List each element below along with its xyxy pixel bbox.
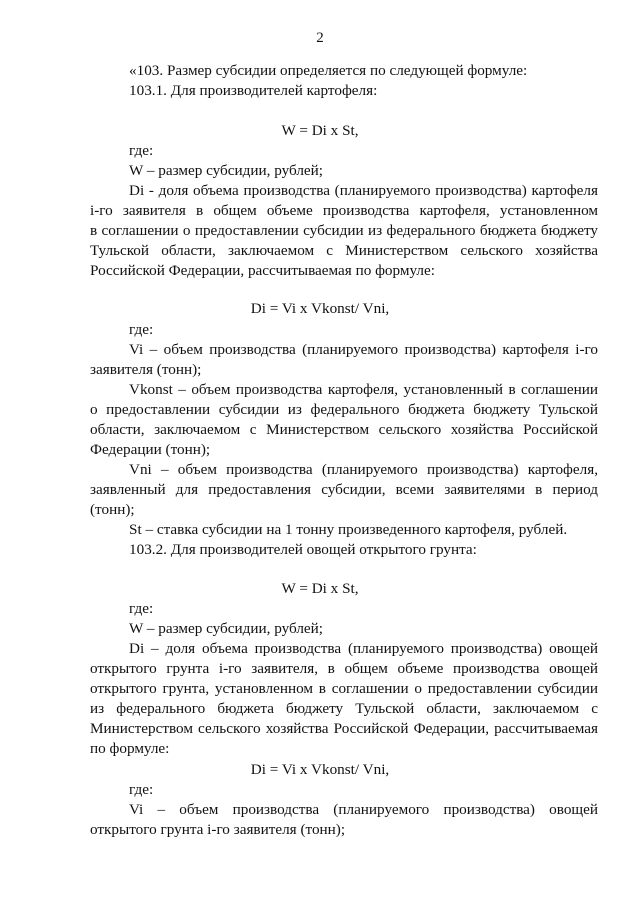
paragraph-line: о предоставлении субсидии из федерального бюджета бюджету Тульской: [90, 401, 598, 418]
paragraph-line: Тульской области, заключаемом с Министерством сельского хозяйства: [90, 242, 598, 259]
paragraph-line: открытого грунта i-го заявителя (тонн);: [90, 821, 346, 838]
paragraph-line: в соглашении о предоставлении субсидии из федерального бюджета бюджету: [90, 222, 598, 239]
paragraph-line: Vkonst – объем производства картофеля, установленный в соглашении: [129, 381, 598, 398]
formula-line: Di = Vi x Vkonst/ Vni,: [250, 300, 390, 317]
paragraph-line: по формуле:: [90, 740, 170, 757]
paragraph-line: где:: [129, 321, 154, 338]
paragraph-line: «103. Размер субсидии определяется по следующей формуле:: [129, 62, 528, 79]
paragraph-line: (тонн);: [90, 501, 135, 518]
formula-line: W = Di x St,: [281, 580, 359, 597]
paragraph-line: Vi – объем производства (планируемого производства) овощей: [129, 801, 598, 818]
paragraph-line: заявленный для предоставления субсидии, всеми заявителями в период: [90, 481, 598, 498]
paragraph-line: из федерального бюджета бюджету Тульской области, заключаемом с: [90, 700, 598, 717]
paragraph-line: открытого грунта i-го заявителя, в общем объеме производства овощей: [90, 660, 598, 677]
paragraph-line: заявителя (тонн);: [90, 361, 202, 378]
paragraph-line: W – размер субсидии, рублей;: [129, 162, 324, 179]
paragraph-line: Di - доля объема производства (планируемого производства) картофеля: [129, 182, 598, 199]
paragraph-line: где:: [129, 600, 154, 617]
formula-line: Di = Vi x Vkonst/ Vni,: [250, 761, 390, 778]
formula-line: W = Di x St,: [281, 122, 359, 139]
paragraph-line: 103.1. Для производителей картофеля:: [129, 82, 378, 99]
paragraph-line: области, заключаемом с Министерством сельского хозяйства Российской: [90, 421, 598, 438]
paragraph-line: где:: [129, 781, 154, 798]
paragraph-line: 103.2. Для производителей овощей открытого грунта:: [129, 541, 477, 558]
paragraph-line: Di – доля объема производства (планируемого производства) овощей: [129, 640, 598, 657]
page-number: 2: [316, 30, 324, 46]
paragraph-line: W – размер субсидии, рублей;: [129, 620, 324, 637]
paragraph-line: Vni – объем производства (планируемого производства) картофеля,: [129, 461, 598, 478]
paragraph-line: i-го заявителя в общем объеме производства картофеля, установленном: [90, 202, 598, 219]
paragraph-line: Vi – объем производства (планируемого производства) картофеля i-го: [129, 341, 598, 358]
paragraph-line: открытого грунта, установленном в соглашении о предоставлении субсидии: [90, 680, 598, 697]
paragraph-line: Министерством сельского хозяйства Российской Федерации, рассчитываемая: [90, 720, 598, 737]
paragraph-line: где:: [129, 142, 154, 159]
paragraph-line: St – ставка субсидии на 1 тонну произведенного картофеля, рублей.: [129, 521, 568, 538]
paragraph-line: Российской Федерации, рассчитываемая по формуле:: [90, 262, 435, 279]
paragraph-line: Федерации (тонн);: [90, 441, 211, 458]
